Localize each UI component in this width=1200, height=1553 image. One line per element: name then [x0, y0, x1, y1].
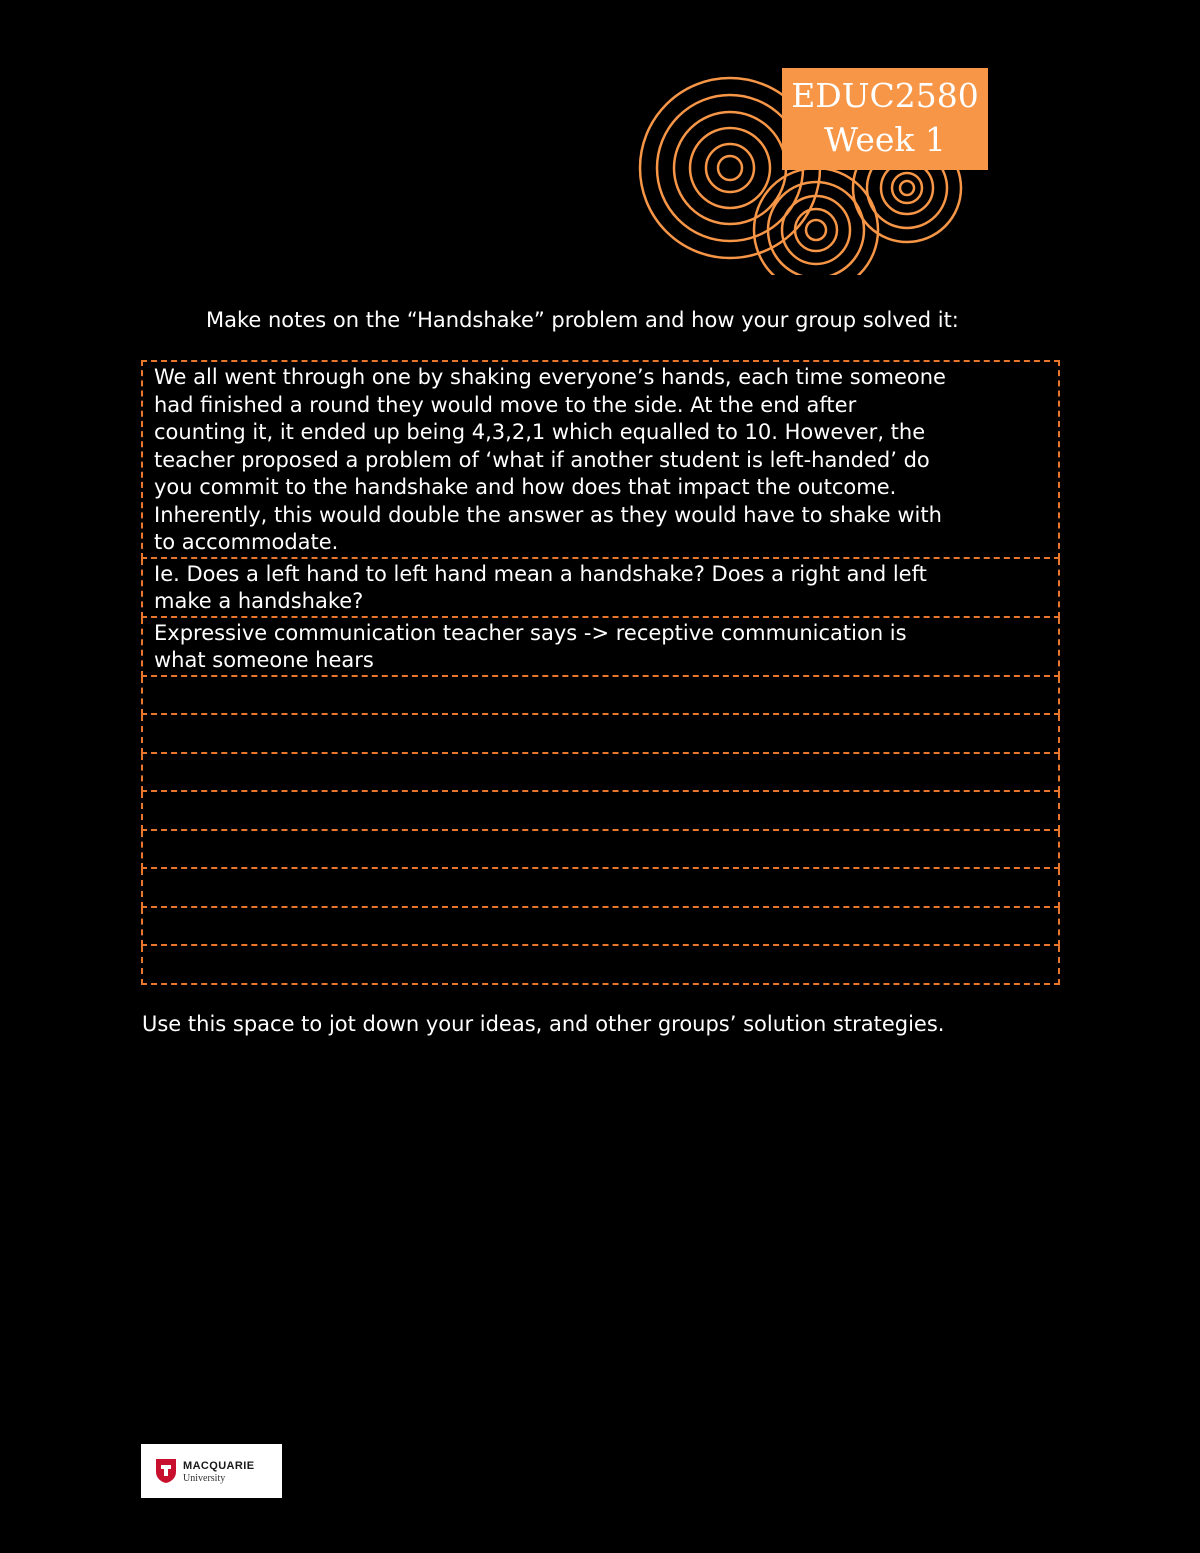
logo-sub: University [183, 1473, 226, 1484]
notes-row-text: Expressive communication teacher says -> receptive communication is what someone hears [154, 620, 907, 672]
notes-row-text: Ie. Does a left hand to left hand mean a handshake? Does a right and left make a handshake? [154, 561, 927, 613]
notes-row-empty[interactable] [141, 677, 1060, 716]
notes-row[interactable] [141, 360, 1060, 559]
university-logo [141, 1444, 282, 1498]
notes-row-text: We all went through one by shaking everyone’s hands, each time someone had finished a round they would move to the side. At the end after counting it, it ended up being 4,3,2,1 which equalled to 10. However, the teacher proposed a problem of ‘what if another student is left-handed’ do you commit to the handshake and how does that impact the outcome. Inherently, this would double the answer as they would have to shake with to accommodate. [154, 365, 946, 554]
ideas-prompt: Use this space to jot down your ideas, and other groups’ solution strategies. [142, 1012, 945, 1036]
week-label: Week 1 [824, 120, 946, 159]
course-badge [782, 68, 988, 170]
course-code: EDUC2580 [791, 76, 979, 115]
notes-row-empty[interactable] [141, 869, 1060, 908]
notes-row-empty[interactable] [141, 831, 1060, 870]
logo-name: MACQUARIE [183, 1460, 255, 1472]
notes-row-empty[interactable] [141, 908, 1060, 947]
notes-row-empty[interactable] [141, 792, 1060, 831]
notes-row-empty[interactable] [141, 715, 1060, 754]
shield-icon [155, 1458, 177, 1484]
notes-row[interactable] [141, 618, 1060, 677]
notes-row-empty[interactable] [141, 946, 1060, 985]
circle-group-bottom [754, 168, 878, 275]
notes-row-empty[interactable] [141, 754, 1060, 793]
notes-table [141, 360, 1060, 985]
notes-row[interactable] [141, 559, 1060, 618]
notes-prompt: Make notes on the “Handshake” problem and how your group solved it: [206, 308, 959, 332]
